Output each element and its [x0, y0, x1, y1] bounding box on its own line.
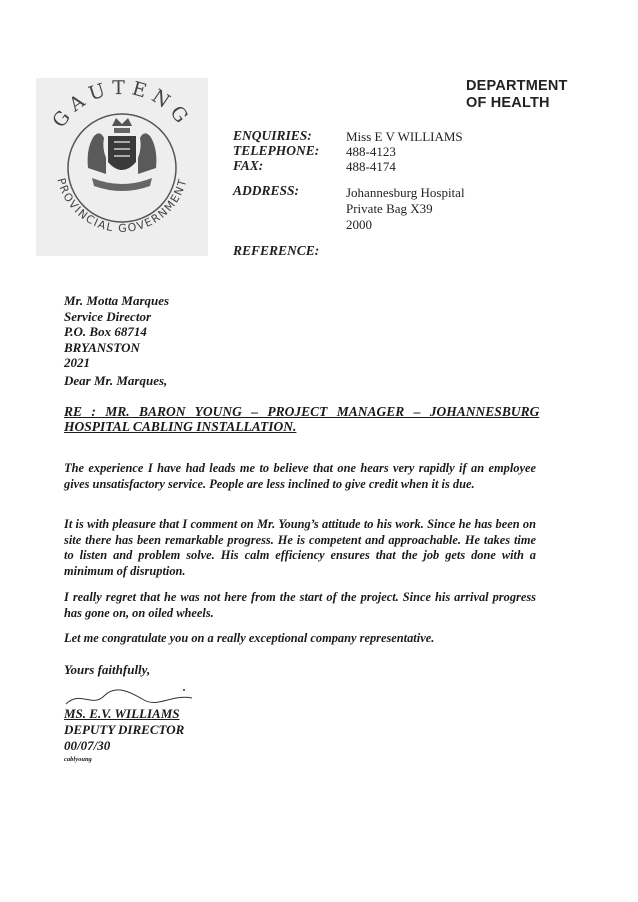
- body-paragraph-4: Let me congratulate you on a really exceptional company representative.: [64, 631, 435, 645]
- body-paragraph-3: I really regret that he was not here from the start of the project. Since his arrival progress has gone on, on oiled wheels.: [64, 590, 536, 620]
- address-line-2: Private Bag X39: [346, 201, 433, 216]
- logo-ring-bottom-text: PROVINCIAL GOVERNMENT: [54, 176, 190, 235]
- signatory-title: DEPUTY DIRECTOR: [64, 722, 185, 737]
- recipient-line: BRYANSTON: [64, 339, 140, 355]
- address-label: ADDRESS:: [233, 183, 300, 198]
- address-line-3: 2000: [346, 217, 372, 232]
- body-paragraph-2: It is with pleasure that I comment on Mr. Young’s attitude to his work. Since he has been on site there has been remarkable progress. He is competent and approachable. He takes time to listen and problem solve. His calm efficiency ensures that the job gets done with a minimum of disruption.: [64, 517, 536, 578]
- telephone-value: 488-4123: [346, 144, 396, 159]
- subject-line-1: RE : MR. BARON YOUNG – PROJECT MANAGER – JOHANNESBURG: [64, 404, 540, 419]
- recipient-line: 2021: [64, 355, 90, 371]
- logo-ring-top-text: GAUTENG: [48, 78, 196, 132]
- enquiries-label: ENQUIRIES:: [233, 128, 312, 143]
- coat-of-arms-icon: [88, 118, 157, 191]
- salutation: Dear Mr. Marques,: [64, 373, 168, 388]
- department-line-1: DEPARTMENT: [466, 78, 568, 94]
- gauteng-logo: [36, 78, 208, 256]
- department-line-2: OF HEALTH: [466, 95, 550, 111]
- subject-line: [64, 404, 540, 434]
- reference-label: REFERENCE:: [233, 243, 320, 258]
- telephone-label: TELEPHONE:: [233, 143, 320, 158]
- signatory-name: MS. E.V. WILLIAMS: [64, 706, 180, 721]
- closing: Yours faithfully,: [64, 662, 151, 677]
- file-reference: cablyoung: [64, 756, 92, 763]
- address-line-1: Johannesburg Hospital: [346, 185, 465, 200]
- recipient-address: [64, 293, 169, 371]
- subject-line-2: HOSPITAL CABLING INSTALLATION.: [64, 419, 297, 434]
- recipient-line: P.O. Box 68714: [64, 324, 147, 340]
- enquiries-value: Miss E V WILLIAMS: [346, 129, 463, 144]
- fax-label: FAX:: [233, 158, 264, 173]
- recipient-line: Mr. Motta Marques: [64, 293, 170, 308]
- body-paragraph-1: The experience I have had leads me to believe that one hears very rapidly if an employee gives unsatisfactory service. People are less inclined to give credit when it is due.: [64, 461, 536, 491]
- fax-value: 488-4174: [346, 159, 396, 174]
- department-heading: [466, 78, 568, 112]
- recipient-line: Service Director: [64, 308, 152, 324]
- letter-date: 00/07/30: [64, 738, 111, 753]
- svg-text:GAUTENG: [48, 78, 196, 132]
